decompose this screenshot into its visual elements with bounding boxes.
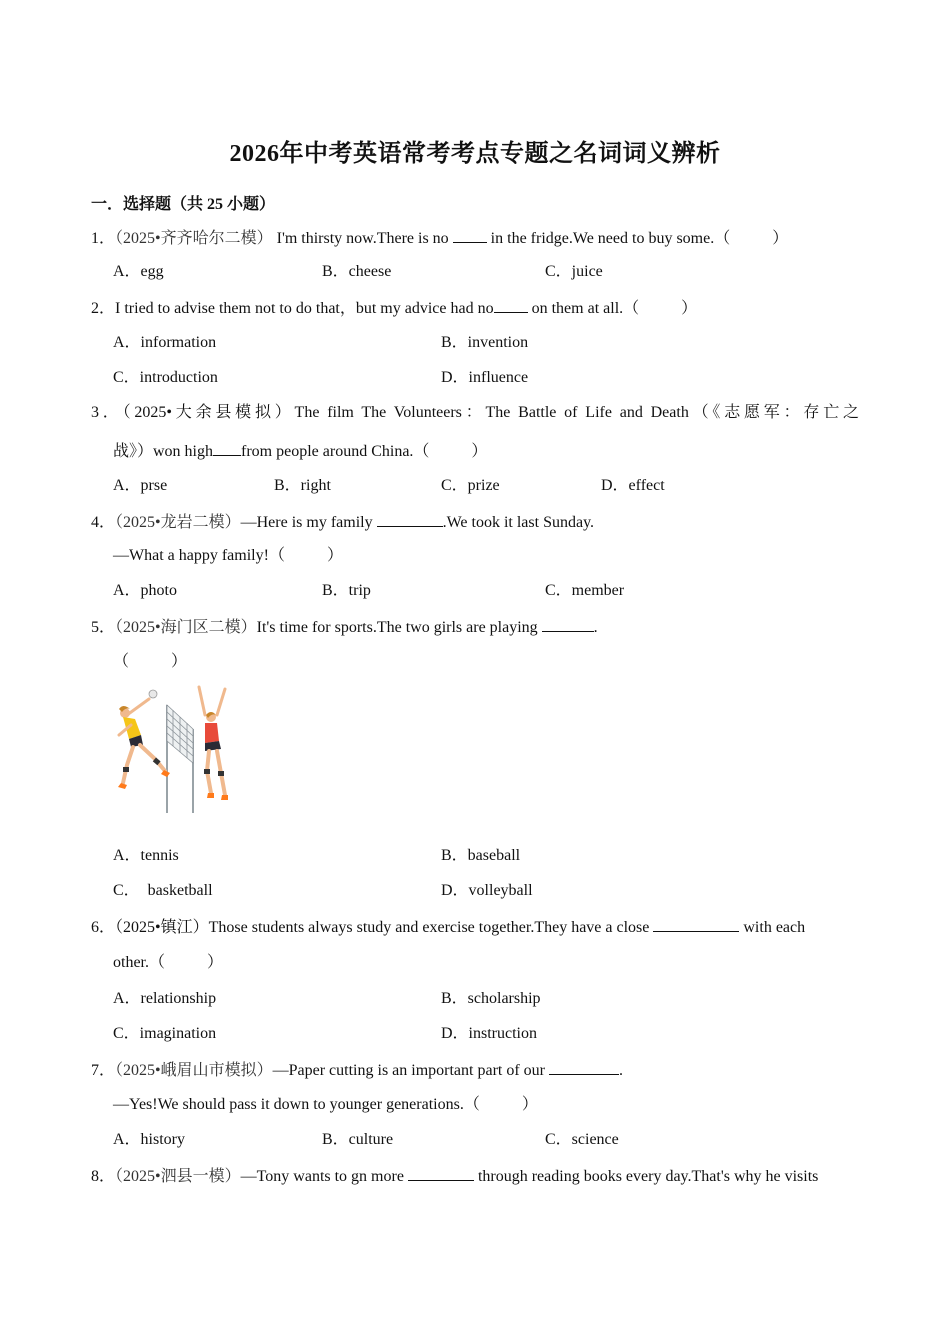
option-c[interactable]: C．prize xyxy=(441,477,500,494)
question-5-paren: （ ） xyxy=(113,653,188,670)
option-a[interactable]: A．relationship xyxy=(113,990,217,1007)
question-4: 4．（2025•龙岩二模）—Here is my family .We took it last Sunday. xyxy=(91,510,594,534)
left-player xyxy=(118,699,170,789)
net xyxy=(167,705,193,763)
section-heading: 一．选择题（共 25 小题） xyxy=(91,196,276,213)
question-7: 7．（2025•峨眉山市模拟）—Paper cutting is an important part of our . xyxy=(91,1058,623,1082)
option-a[interactable]: A．information xyxy=(113,334,217,351)
question-5: 5．（2025•海门区二模）It's time for sports.The two girls are playing . xyxy=(91,615,598,639)
page-title: 2026年中考英语常考考点专题之名词词义辨析 xyxy=(229,141,721,167)
answer-blank xyxy=(653,915,739,932)
question-1: 1．（2025•齐齐哈尔二模） I'm thirsty now.There is no in the fridge.We need to buy some.（ ） xyxy=(91,226,788,250)
answer-blank xyxy=(549,1058,619,1075)
option-c[interactable]: C． basketball xyxy=(113,882,213,899)
question-6-continued: other.（ ） xyxy=(113,954,224,971)
answer-blank xyxy=(494,296,528,313)
volleyball xyxy=(149,690,157,698)
option-d[interactable]: D．effect xyxy=(601,477,665,494)
option-a[interactable]: A．tennis xyxy=(113,847,179,864)
answer-blank xyxy=(377,510,443,527)
option-d[interactable]: D．instruction xyxy=(441,1025,537,1042)
question-6: 6．（2025•镇江）Those students always study and exercise together.They have a close with each xyxy=(91,915,805,939)
option-c[interactable]: C．introduction xyxy=(113,369,218,386)
answer-blank xyxy=(453,226,487,243)
right-player xyxy=(199,687,228,800)
option-b[interactable]: B．baseball xyxy=(441,847,521,864)
option-c[interactable]: C．science xyxy=(545,1131,619,1148)
option-c[interactable]: C．imagination xyxy=(113,1025,217,1042)
option-b[interactable]: B．invention xyxy=(441,334,529,351)
answer-blank xyxy=(408,1164,474,1181)
question-4-continued: —What a happy family!（ ） xyxy=(113,547,343,564)
answer-blank xyxy=(213,439,241,456)
volleyball-players-illustration xyxy=(113,685,241,815)
question-7-continued: —Yes!We should pass it down to younger generations.（ ） xyxy=(113,1096,538,1113)
option-a[interactable]: A．prse xyxy=(113,477,168,494)
option-a[interactable]: A．history xyxy=(113,1131,186,1148)
option-b[interactable]: B．trip xyxy=(322,582,371,599)
option-d[interactable]: D．volleyball xyxy=(441,882,533,899)
option-b[interactable]: B．right xyxy=(274,477,331,494)
option-a[interactable]: A．egg xyxy=(113,263,164,280)
option-b[interactable]: B．cheese xyxy=(322,263,392,280)
question-3-continued: 战》）won high from people around China.（ ） xyxy=(113,439,487,463)
answer-blank xyxy=(542,615,594,632)
option-c[interactable]: C．juice xyxy=(545,263,603,280)
option-b[interactable]: B．scholarship xyxy=(441,990,541,1007)
option-c[interactable]: C．member xyxy=(545,582,625,599)
question-2: 2．I tried to advise them not to do that，but my advice had no on them at all.（ ） xyxy=(91,296,697,320)
option-b[interactable]: B．culture xyxy=(322,1131,394,1148)
option-a[interactable]: A．photo xyxy=(113,582,178,599)
question-3: 3．（2025•大余县模拟）The film The Volunteers：The Battle of Life and Death（《志愿军：存亡之 xyxy=(91,404,859,421)
question-8: 8．（2025•泗县一模）—Tony wants to gn more through reading books every day.That's why he visits xyxy=(91,1164,818,1188)
option-d[interactable]: D．influence xyxy=(441,369,529,386)
